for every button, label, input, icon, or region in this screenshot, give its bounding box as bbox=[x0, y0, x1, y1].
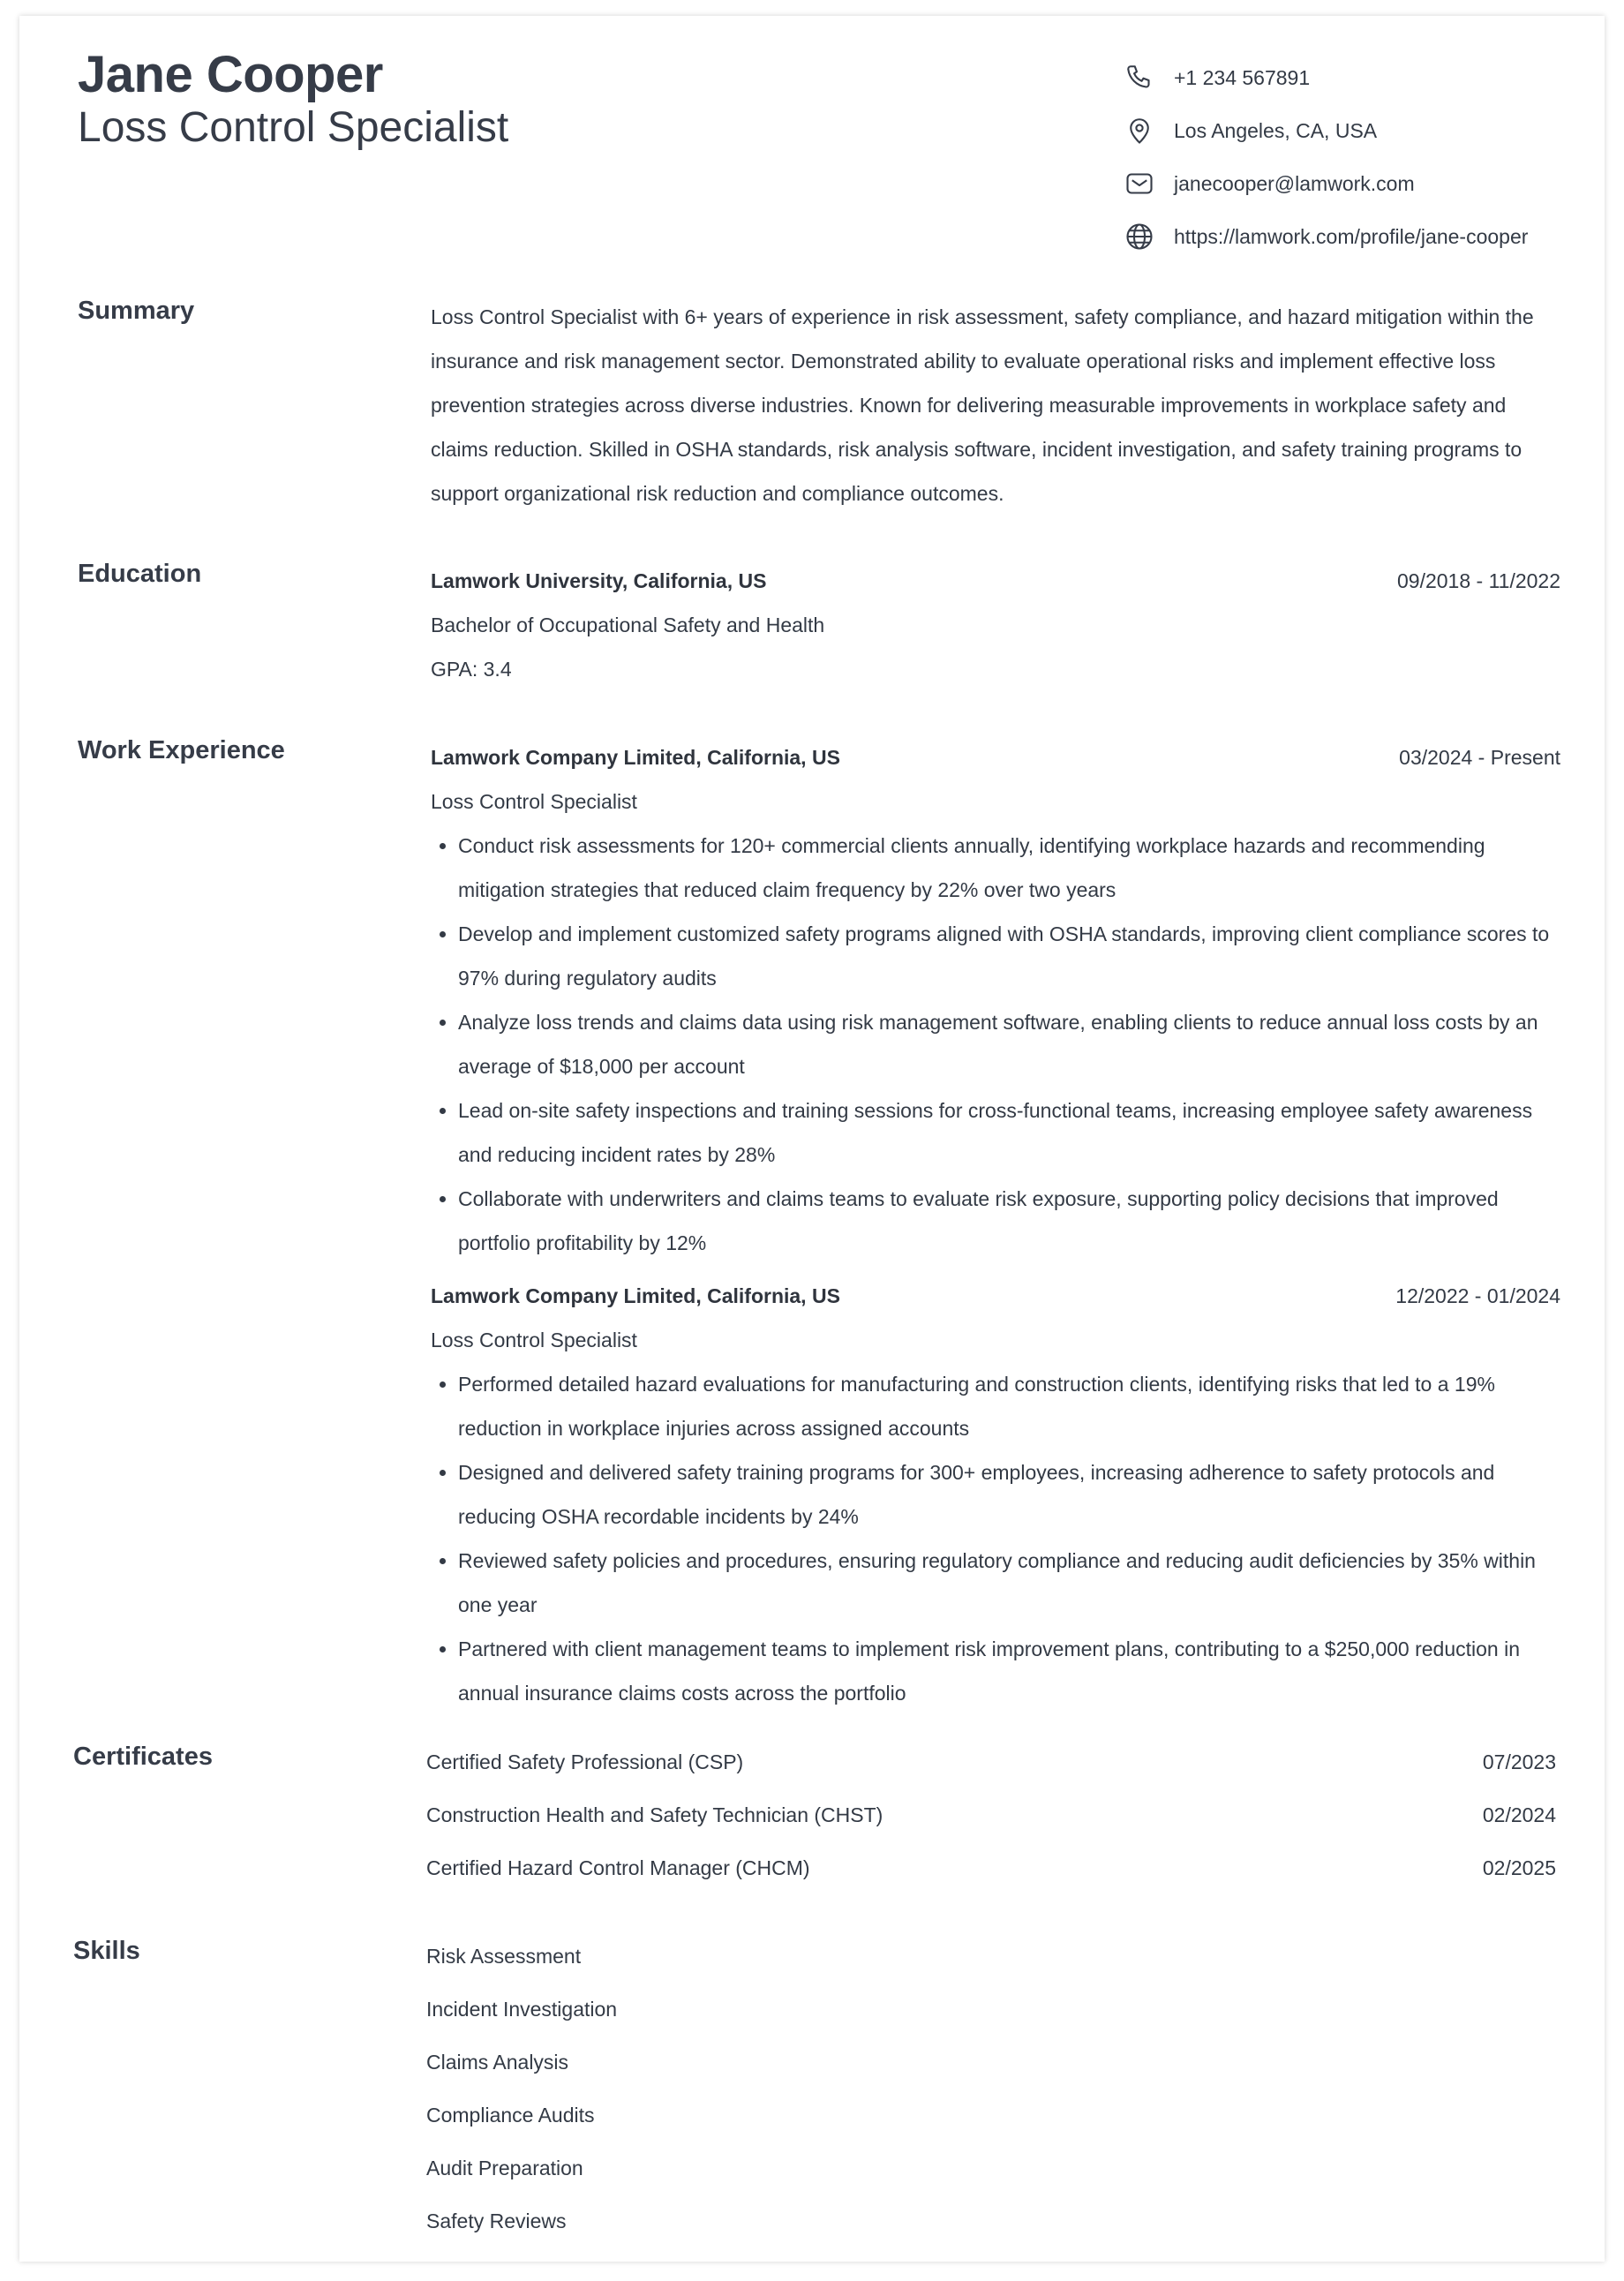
certificate-date: 07/2023 bbox=[1482, 1750, 1556, 1773]
certificate-name: Certified Hazard Control Manager (CHCM) bbox=[426, 1856, 810, 1879]
experience-bullet: • Collaborate with underwriters and claims teams to evaluate risk exposure, supporting policy decisions that improved portfolio profitability by 12% bbox=[458, 1177, 1560, 1265]
certificates-heading: Certificates bbox=[73, 1743, 213, 1771]
experience-role: Loss Control Specialist bbox=[431, 1329, 637, 1351]
phone-number: +1 234 567891 bbox=[1174, 65, 1311, 89]
certificate-row bbox=[426, 1841, 1556, 1894]
education-gpa: GPA: 3.4 bbox=[431, 658, 512, 681]
email-link[interactable]: janecooper@lamwork.com bbox=[1174, 171, 1415, 195]
certificate-date: 02/2025 bbox=[1482, 1856, 1556, 1879]
certificate-name: Certified Safety Professional (CSP) bbox=[426, 1750, 744, 1773]
experience-bullets bbox=[431, 1362, 1560, 1715]
experience-heading: Work Experience bbox=[78, 736, 285, 764]
experience-entry bbox=[431, 1274, 1560, 1715]
skill-item: Safety Reviews bbox=[426, 2209, 567, 2232]
education-heading: Education bbox=[78, 560, 202, 588]
email-icon bbox=[1123, 167, 1156, 200]
contact-info bbox=[1123, 51, 1582, 263]
summary-heading: Summary bbox=[78, 297, 195, 325]
experience-dates: 12/2022 - 01/2024 bbox=[1395, 1284, 1560, 1307]
candidate-title: Loss Control Specialist bbox=[78, 104, 509, 151]
contact-location bbox=[1123, 104, 1582, 157]
experience-bullet: • Conduct risk assessments for 120+ commercial clients annually, identifying workplace hazards and recommending mitigation strategies that reduced claim frequency by 22% over two years bbox=[458, 824, 1560, 912]
contact-phone bbox=[1123, 51, 1582, 104]
summary-section bbox=[431, 295, 1560, 516]
website-link[interactable]: https://lamwork.com/profile/jane-cooper bbox=[1174, 224, 1529, 248]
education-institution: Lamwork University, California, US bbox=[431, 569, 767, 592]
location-text: Los Angeles, CA, USA bbox=[1174, 118, 1378, 142]
skills-section bbox=[426, 1930, 1556, 2247]
experience-company: Lamwork Company Limited, California, US bbox=[431, 1284, 840, 1307]
candidate-name: Jane Cooper bbox=[78, 46, 383, 103]
experience-bullet: • Analyze loss trends and claims data using risk management software, enabling clients to reduce annual loss costs by an average of $18,000 per account bbox=[458, 1000, 1560, 1088]
certificate-name: Construction Health and Safety Technician (CHST) bbox=[426, 1803, 883, 1826]
certificates-section bbox=[426, 1735, 1556, 1894]
location-icon bbox=[1123, 114, 1156, 147]
skill-item: Claims Analysis bbox=[426, 2051, 569, 2074]
education-section bbox=[431, 559, 1560, 691]
experience-bullet: • Partnered with client management teams to implement risk improvement plans, contributing to a $250,000 reduction in annual insurance claims costs across the portfolio bbox=[458, 1627, 1560, 1715]
globe-icon bbox=[1123, 220, 1156, 253]
education-degree: Bachelor of Occupational Safety and Health bbox=[431, 614, 825, 636]
phone-icon bbox=[1123, 61, 1156, 94]
skills-heading: Skills bbox=[73, 1937, 140, 1965]
education-entry-header bbox=[431, 559, 1560, 603]
skill-item: Incident Investigation bbox=[426, 1998, 618, 2021]
experience-entry-header bbox=[431, 735, 1560, 779]
skill-item: Compliance Audits bbox=[426, 2104, 595, 2127]
contact-email[interactable] bbox=[1123, 157, 1582, 210]
summary-text: Loss Control Specialist with 6+ years of experience in risk assessment, safety compliance, and hazard mitigation within the insurance and risk management sector. Demonstrated ability to evaluate operational risks and implement effective loss prevention strategies across diverse industries. Known for delivering measurable improvements in workplace safety and claims reduction. Skilled in OSHA standards, risk analysis software, incident investigation, and safety training programs to support organizational risk reduction and compliance outcomes. bbox=[431, 305, 1534, 505]
experience-section bbox=[431, 735, 1560, 1715]
certificate-date: 02/2024 bbox=[1482, 1803, 1556, 1826]
experience-role: Loss Control Specialist bbox=[431, 790, 637, 813]
experience-bullets bbox=[431, 824, 1560, 1265]
experience-bullet: • Develop and implement customized safety programs aligned with OSHA standards, improving client compliance scores to 97% during regulatory audits bbox=[458, 912, 1560, 1000]
certificate-row bbox=[426, 1788, 1556, 1841]
experience-company: Lamwork Company Limited, California, US bbox=[431, 746, 840, 769]
certificate-row bbox=[426, 1735, 1556, 1788]
experience-bullet: • Lead on-site safety inspections and training sessions for cross-functional teams, increasing employee safety awareness and reducing incident rates by 28% bbox=[458, 1088, 1560, 1177]
contact-website[interactable] bbox=[1123, 210, 1582, 263]
experience-bullet: • Performed detailed hazard evaluations for manufacturing and construction clients, identifying risks that led to a 19% reduction in workplace injuries across assigned accounts bbox=[458, 1362, 1560, 1450]
experience-entry bbox=[431, 735, 1560, 1265]
experience-bullet: • Designed and delivered safety training programs for 300+ employees, increasing adherence to safety protocols and reducing OSHA recordable incidents by 24% bbox=[458, 1450, 1560, 1539]
resume-page bbox=[19, 16, 1605, 2262]
experience-dates: 03/2024 - Present bbox=[1399, 746, 1560, 769]
experience-entry-header bbox=[431, 1274, 1560, 1318]
skill-item: Risk Assessment bbox=[426, 1945, 582, 1968]
experience-bullet: • Reviewed safety policies and procedures, ensuring regulatory compliance and reducing audit deficiencies by 35% within one year bbox=[458, 1539, 1560, 1627]
education-dates: 09/2018 - 11/2022 bbox=[1396, 569, 1560, 592]
skill-item: Audit Preparation bbox=[426, 2157, 583, 2179]
